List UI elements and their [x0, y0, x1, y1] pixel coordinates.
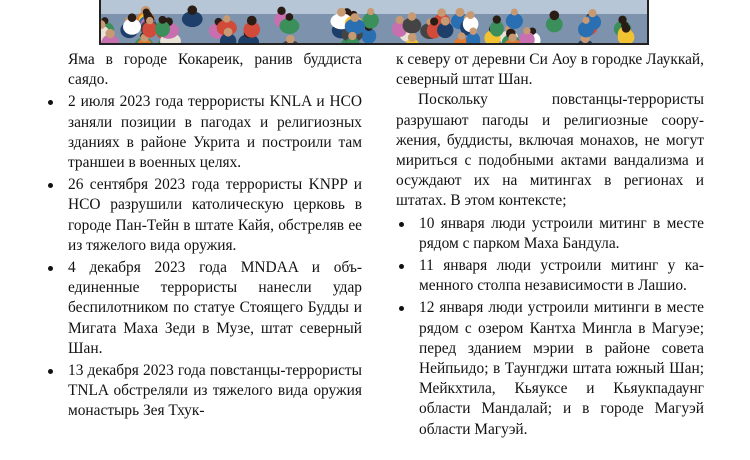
left-bullet-list [45, 92, 362, 421]
list-item [396, 256, 704, 296]
list-item [396, 298, 704, 439]
list-item [45, 92, 362, 173]
right-column [396, 50, 704, 440]
bullet-icon [48, 369, 53, 374]
right-paragraph: Поскольку повстанцы-террористы разрушают пагоды и религиозные сооружения, буддисты, включая монахов, не могут мириться с подобными актами вандализма и осуждают их на митингах в регионах и штатах. В этом контексте; [396, 91, 704, 210]
crowd-illustration [101, 0, 647, 45]
right-continuation-text: к северу от деревни Си Аоу в городке Лауккай, северный штат Шан. [396, 51, 704, 89]
right-bullet-list [396, 214, 704, 440]
crowd-photo [99, 0, 649, 45]
list-item-text: 12 января люди устроили митинги в месте рядом с озером Кантха Мингла в Магуэе; перед зданием мэрии в районе совета Нейпьидо; в Таунгджи штата южный Шан; Мейкхтила, Кьяуксе и Кьяукпадаунг области Мандалай; и в городе Магуэй области Магуэй. [419, 299, 704, 438]
list-item-text: 13 декабря 2023 года повстанцы-террористы TNLA обстреляли из тяжелого вида оружия монастырь Зея Тхук- [68, 362, 362, 420]
bullet-icon [399, 306, 404, 311]
bullet-icon [48, 266, 53, 271]
left-column [45, 50, 362, 422]
list-item [45, 258, 362, 359]
bullet-icon [399, 222, 404, 227]
list-item [45, 361, 362, 422]
bullet-icon [399, 264, 404, 269]
list-item-text: 10 января люди устроили митинг в месте рядом с парком Маха Бандула. [419, 214, 704, 252]
list-item-text: 2 июля 2023 года террористы KNLA и НСО заняли позиции в пагодах и религиозных зданиях в районе Укрита и построили там траншеи в военных целях. [68, 93, 362, 172]
list-item [45, 175, 362, 256]
list-item [396, 214, 704, 254]
bullet-icon [48, 100, 53, 105]
bullet-icon [48, 183, 53, 188]
left-continuation-text: Яма в городе Кокареик, ранив буддиста саядо. [68, 51, 362, 89]
list-item-text: 26 сентября 2023 года террористы KNPP и НСО разрушили католическую церковь в городе Пан-Тейн в штате Кайя, обстреляв ее из тяжелого вида оружия. [68, 176, 362, 254]
list-item-text: 11 января люди устроили митинг у каменного столпа независимости в Лашио. [419, 257, 704, 295]
list-item-text: 4 декабря 2023 года MNDAA и объединенные террористы нанесли удар беспилотником по статуе Стоящего Будды и Мигата Маха Зеди в Музе, штат северный Шан. [68, 259, 362, 357]
